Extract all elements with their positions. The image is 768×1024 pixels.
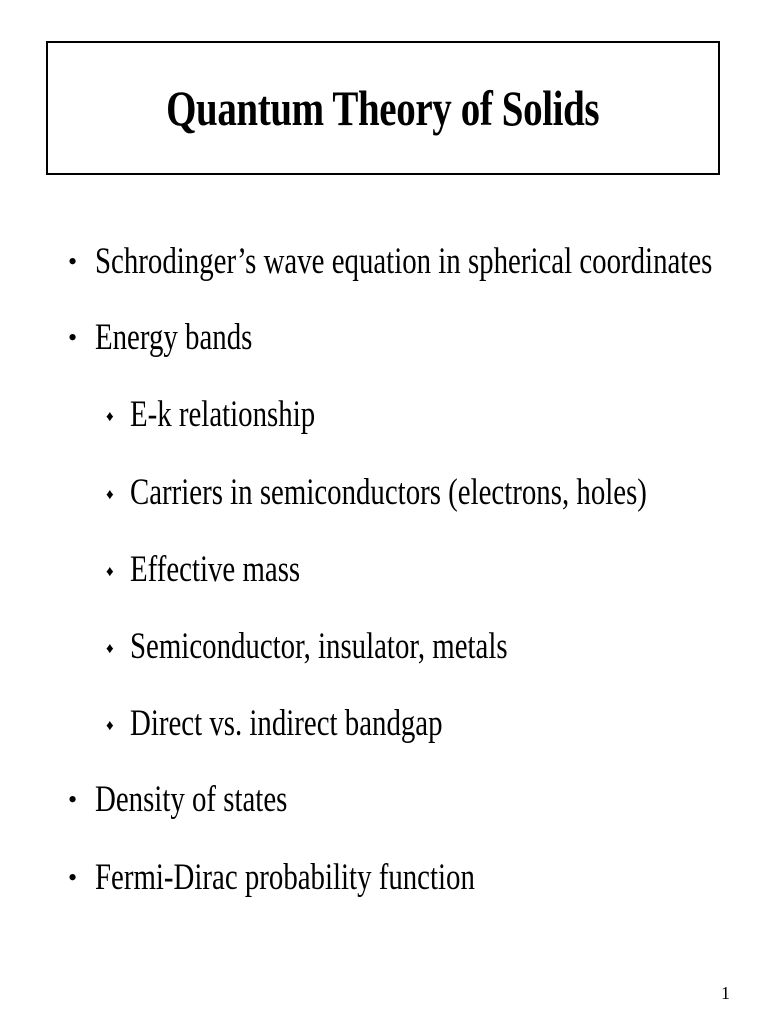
diamond-bullet-icon: ♦: [106, 641, 114, 657]
bullet-text: Schrodinger’s wave equation in spherical coordinates: [95, 241, 713, 282]
bullet-dot: •: [68, 863, 78, 892]
diamond-bullet-icon: ♦: [106, 409, 114, 425]
bullet-dot: •: [68, 247, 78, 276]
sub-bullet-text: E-k relationship: [130, 394, 316, 435]
sub-bullet-text: Carriers in semiconductors (electrons, holes): [130, 472, 647, 513]
bullet-dot: •: [68, 323, 78, 352]
diamond-bullet-icon: ♦: [106, 564, 114, 580]
bullet-text: Energy bands: [95, 317, 253, 358]
slide-title: Quantum Theory of Solids: [166, 80, 600, 136]
diamond-bullet-icon: ♦: [106, 487, 114, 503]
bullet-text: Density of states: [95, 779, 288, 820]
sub-bullet-text: Semiconductor, insulator, metals: [130, 626, 508, 667]
page-number: 1: [721, 983, 730, 1003]
title-box: [46, 41, 720, 175]
sub-bullet-text: Direct vs. indirect bandgap: [130, 703, 443, 744]
diamond-bullet-icon: ♦: [106, 718, 114, 734]
bullet-dot: •: [68, 785, 78, 814]
sub-bullet-text: Effective mass: [130, 549, 301, 590]
bullet-text: Fermi-Dirac probability function: [95, 857, 475, 898]
